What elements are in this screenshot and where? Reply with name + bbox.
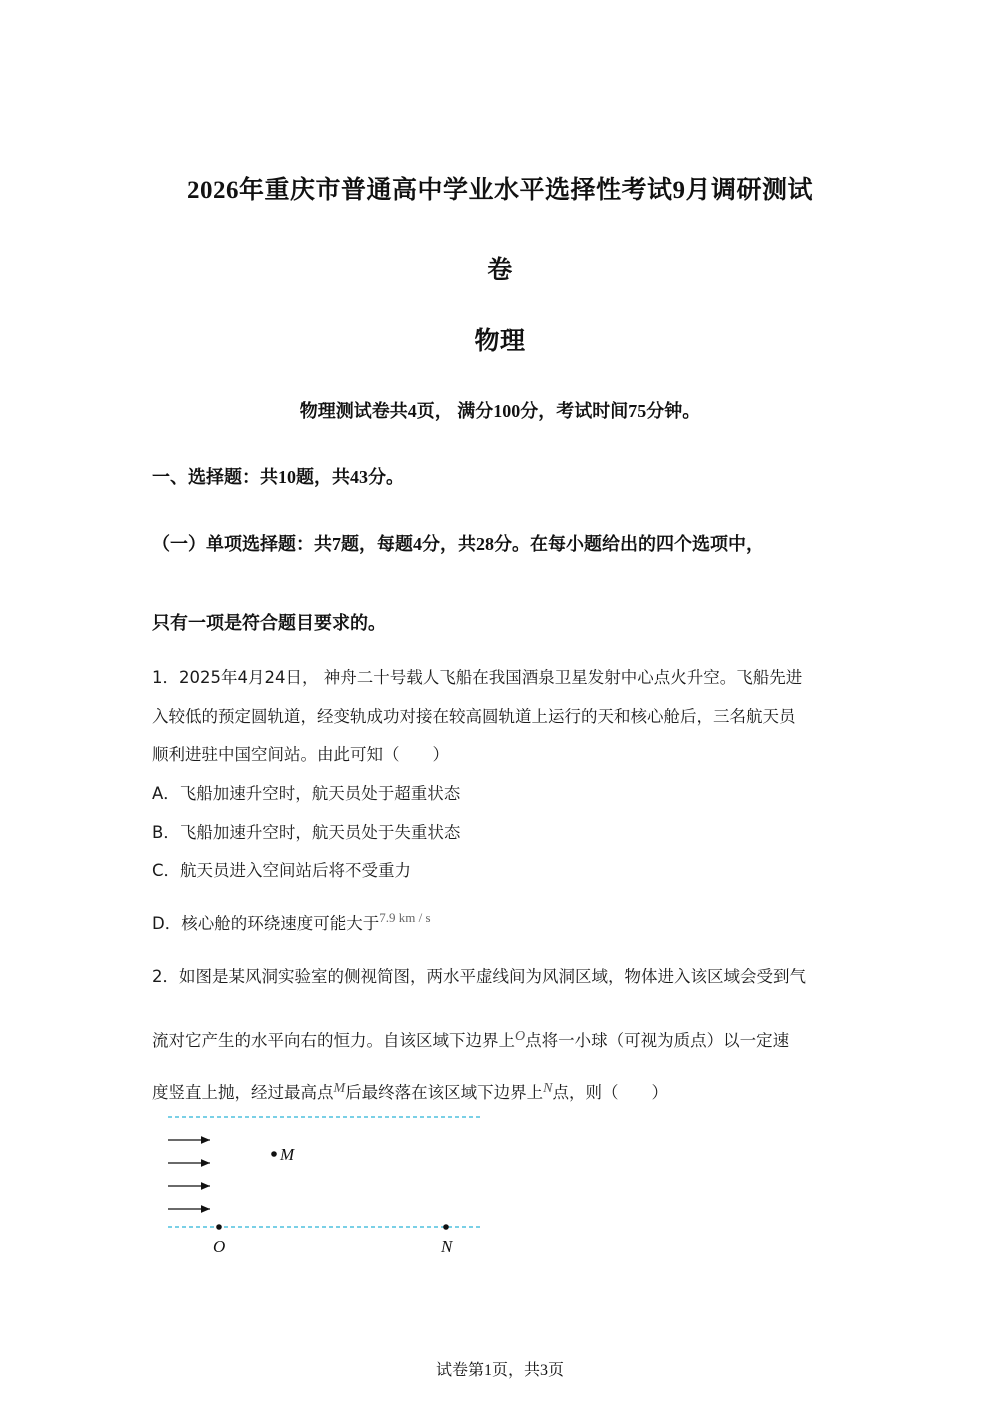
exam-title-line1: 2026年重庆市普通高中学业水平选择性考试9月调研测试 <box>186 177 813 204</box>
option-d-text: D．核心舱的环绕速度可能大于 <box>152 914 380 933</box>
question-1-line2: 入较低的预定圆轨道，经变轨成功对接在较高圆轨道上运行的天和核心舱后，三名航天员 <box>152 707 796 726</box>
question-2-line3-part3: 点，则（ ） <box>552 1083 669 1102</box>
point-m-label: M <box>280 1145 295 1164</box>
option-d <box>152 910 431 934</box>
point-n-label: N <box>441 1237 453 1256</box>
var-n: N <box>543 1081 553 1096</box>
question-2-line3-part2: 后最终落在该区域下边界上 <box>345 1083 544 1102</box>
option-d-value: 7.9 km / s <box>379 910 431 925</box>
question-2-line3 <box>152 1079 668 1103</box>
exam-title-line2: 卷 <box>487 257 513 284</box>
wind-tunnel-figure <box>160 1105 490 1265</box>
question-1-line1: 1．2025年4月24日， 神舟二十号载人飞船在我国酒泉卫星发射中心点火升空。飞船先进 <box>152 668 803 687</box>
option-c: C．航天员进入空间站后将不受重力 <box>152 861 412 880</box>
question-2-line3-part1: 度竖直上抛，经过最高点 <box>152 1083 334 1102</box>
point-m-dot <box>271 1151 277 1157</box>
point-n-dot <box>443 1224 449 1230</box>
exam-info: 物理测试卷共4页， 满分100分，考试时间75分钟。 <box>299 401 701 421</box>
question-2-line1: 2．如图是某风洞实验室的侧视简图，两水平虚线间为风洞区域，物体进入该区域会受到气 <box>152 967 806 986</box>
question-2-line2-part1: 流对它产生的水平向右的恒力。自该区域下边界上 <box>152 1031 515 1050</box>
option-b: B．飞船加速升空时，航天员处于失重状态 <box>152 823 461 842</box>
question-2-line2-part2: 点将一小球（可视为质点）以一定速 <box>525 1031 790 1050</box>
question-2-line2 <box>152 1027 789 1051</box>
page-footer: 试卷第1页，共3页 <box>435 1362 564 1379</box>
point-o-label: O <box>213 1237 226 1256</box>
sub-section-heading-line1: （一）单项选择题：共7题，每题4分，共28分。在每小题给出的四个选项中， <box>152 534 764 554</box>
point-o-dot <box>216 1224 222 1230</box>
subject-title: 物理 <box>474 328 526 355</box>
var-o: O <box>515 1029 526 1044</box>
section-heading: 一、选择题：共10题，共43分。 <box>152 467 404 487</box>
option-a: A．飞船加速升空时，航天员处于超重状态 <box>152 784 461 803</box>
sub-section-heading-line2: 只有一项是符合题目要求的。 <box>152 613 386 633</box>
var-m: M <box>333 1081 346 1096</box>
question-1-line3: 顺利进驻中国空间站。由此可知（ ） <box>152 745 449 764</box>
